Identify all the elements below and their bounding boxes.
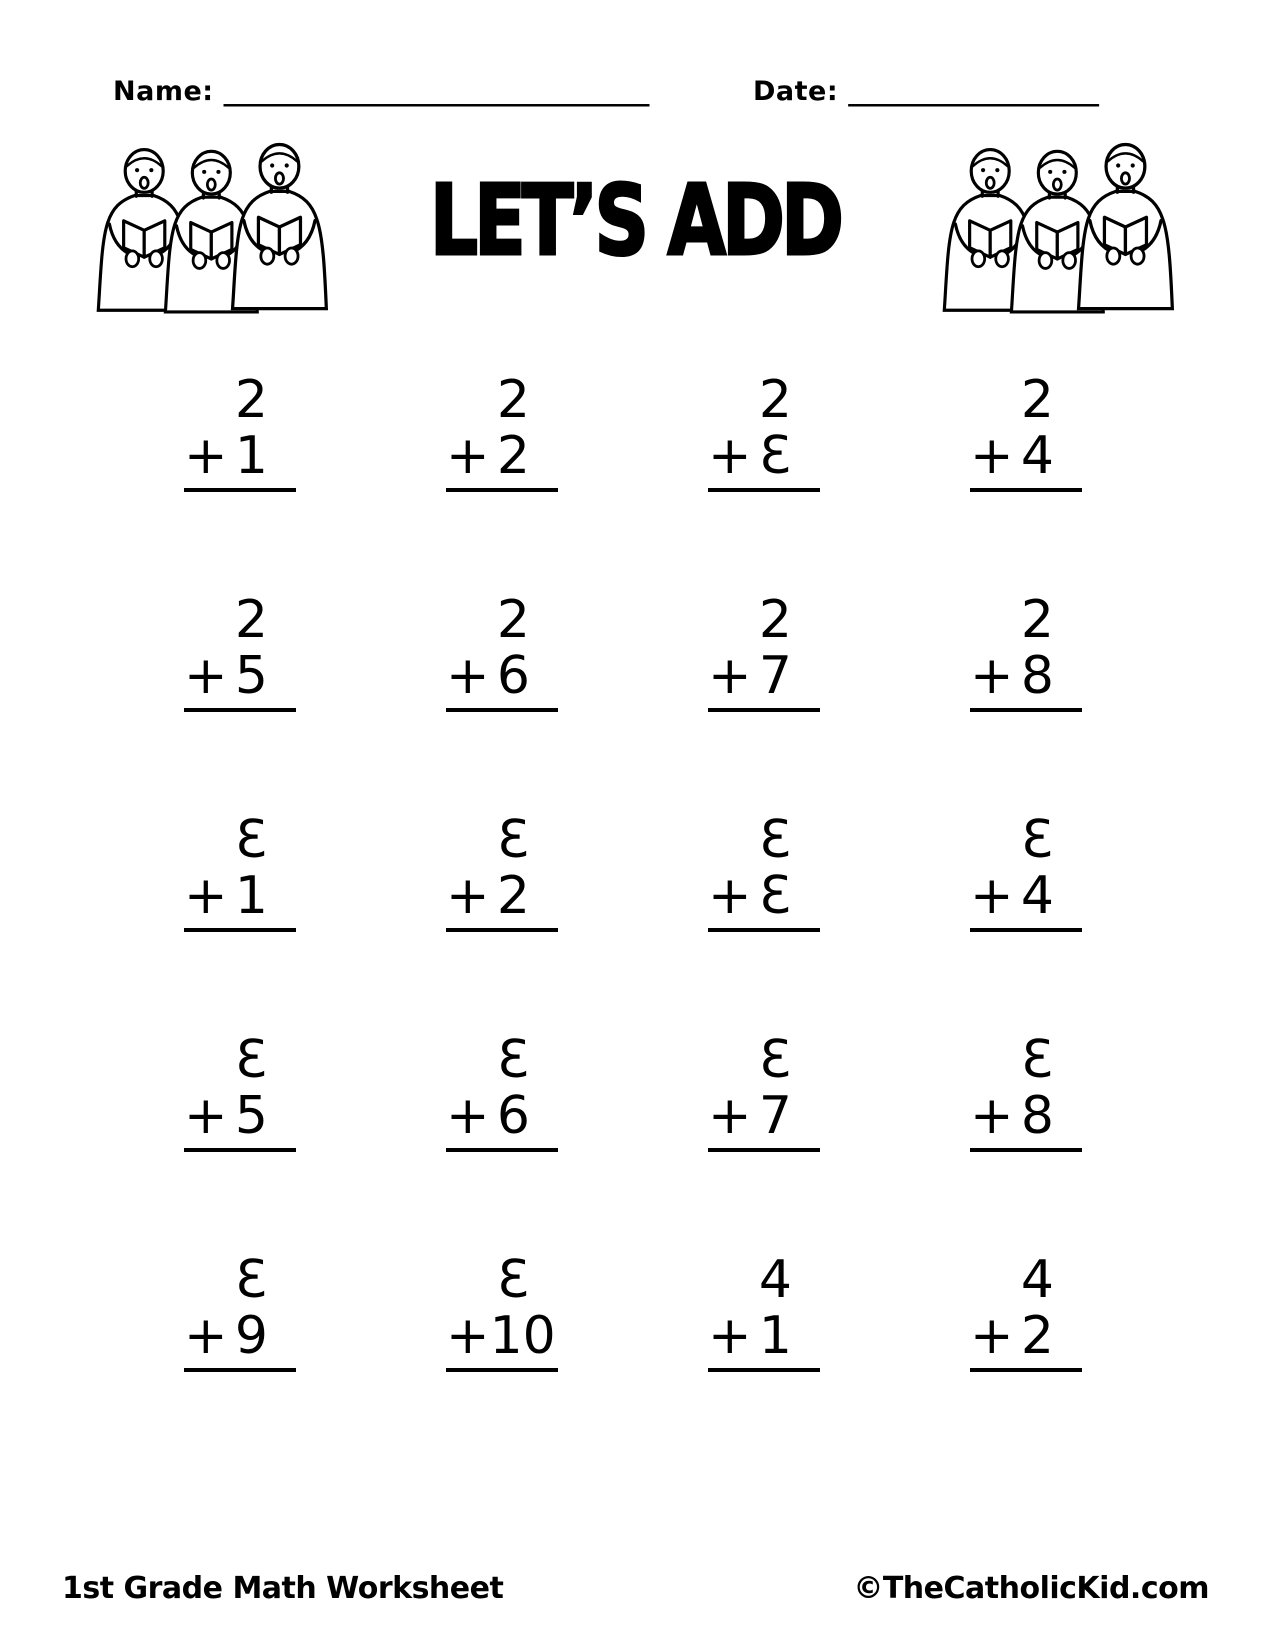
bottom-addend: 10 — [489, 1306, 556, 1366]
plus-operator: + — [708, 1086, 752, 1146]
bottom-addend: 5 — [234, 1086, 268, 1146]
addition-problem-1 — [184, 372, 296, 492]
bottom-addend: 9 — [234, 1306, 268, 1366]
problems-grid — [184, 372, 1082, 1372]
plus-operator: + — [970, 426, 1014, 486]
top-addend: 4 — [758, 1250, 792, 1310]
addition-problem-3 — [708, 372, 820, 492]
top-addend: 3 — [234, 1250, 268, 1310]
plus-operator: + — [184, 1306, 228, 1366]
bottom-addend: 4 — [1020, 426, 1054, 486]
top-addend: 3 — [758, 1030, 792, 1090]
bottom-addend: 8 — [1020, 1086, 1054, 1146]
top-addend: 2 — [234, 370, 268, 430]
bottom-addend: 3 — [758, 426, 792, 486]
addition-problem-16 — [970, 1032, 1082, 1152]
bottom-addend-row — [446, 1088, 558, 1152]
plus-operator: + — [184, 1086, 228, 1146]
bottom-addend: 1 — [758, 1306, 792, 1366]
addition-problem-13 — [184, 1032, 296, 1152]
bottom-addend-row — [970, 1308, 1082, 1372]
date-blank-line: ____________________ — [848, 76, 1099, 107]
plus-operator: + — [970, 1306, 1014, 1366]
plus-operator: + — [446, 1086, 490, 1146]
page-title: LET’S ADD — [429, 164, 841, 277]
plus-operator: + — [446, 866, 490, 926]
header-hero — [95, 128, 1175, 330]
bottom-addend: 2 — [496, 866, 530, 926]
bottom-addend-row — [970, 648, 1082, 712]
bottom-addend: 8 — [1020, 646, 1054, 706]
top-addend: 2 — [1020, 370, 1054, 430]
bottom-addend-row — [184, 428, 296, 492]
bottom-addend-row — [708, 1088, 820, 1152]
date-field — [753, 76, 1098, 107]
plus-operator: + — [446, 646, 490, 706]
bottom-addend-row — [708, 1308, 820, 1372]
date-label: Date: — [753, 76, 839, 107]
addition-problem-18 — [446, 1252, 558, 1372]
top-addend: 2 — [1020, 590, 1054, 650]
plus-operator: + — [970, 1086, 1014, 1146]
bottom-addend: 1 — [234, 866, 268, 926]
bottom-addend: 4 — [1020, 866, 1054, 926]
bottom-addend: 2 — [496, 426, 530, 486]
plus-operator: + — [184, 866, 228, 926]
name-field — [113, 76, 648, 107]
addition-problem-17 — [184, 1252, 296, 1372]
bottom-addend-row — [184, 1088, 296, 1152]
addition-problem-12 — [970, 812, 1082, 932]
footer — [62, 1571, 1209, 1606]
top-addend: 3 — [1020, 1030, 1054, 1090]
addition-problem-20 — [970, 1252, 1082, 1372]
addition-problem-7 — [708, 592, 820, 712]
top-addend: 3 — [1020, 810, 1054, 870]
bottom-addend-row — [970, 868, 1082, 932]
top-addend: 2 — [496, 370, 530, 430]
name-blank-line: __________________________________ — [223, 76, 649, 107]
bottom-addend-row — [446, 428, 558, 492]
addition-problem-8 — [970, 592, 1082, 712]
top-addend: 3 — [496, 1030, 530, 1090]
plus-operator: + — [970, 866, 1014, 926]
addition-problem-11 — [708, 812, 820, 932]
bottom-addend-row — [446, 868, 558, 932]
bottom-addend-row — [708, 648, 820, 712]
bottom-addend: 6 — [496, 646, 530, 706]
bottom-addend-row — [970, 1088, 1082, 1152]
plus-operator: + — [184, 646, 228, 706]
bottom-addend-row — [184, 868, 296, 932]
addition-problem-10 — [446, 812, 558, 932]
footer-worksheet-type: 1st Grade Math Worksheet — [62, 1571, 504, 1606]
addition-problem-19 — [708, 1252, 820, 1372]
title-wrap — [329, 128, 941, 277]
bottom-addend: 6 — [496, 1086, 530, 1146]
bottom-addend-row — [184, 1308, 296, 1372]
addition-problem-9 — [184, 812, 296, 932]
top-addend: 2 — [758, 370, 792, 430]
bottom-addend: 5 — [234, 646, 268, 706]
bottom-addend: 1 — [234, 426, 268, 486]
bottom-addend-row — [446, 648, 558, 712]
top-addend: 3 — [234, 1030, 268, 1090]
top-addend: 3 — [234, 810, 268, 870]
bottom-addend-row — [970, 428, 1082, 492]
top-addend: 3 — [496, 1250, 530, 1310]
plus-operator: + — [708, 646, 752, 706]
bottom-addend: 7 — [758, 646, 792, 706]
plus-operator: + — [708, 426, 752, 486]
top-addend: 3 — [496, 810, 530, 870]
addition-problem-5 — [184, 592, 296, 712]
bottom-addend-row — [708, 428, 820, 492]
addition-problem-2 — [446, 372, 558, 492]
bottom-addend-row — [184, 648, 296, 712]
bottom-addend: 7 — [758, 1086, 792, 1146]
footer-copyright: ©TheCatholicKid.com — [853, 1571, 1209, 1606]
plus-operator: + — [184, 426, 228, 486]
top-addend: 2 — [758, 590, 792, 650]
bottom-addend-row — [708, 868, 820, 932]
name-label: Name: — [113, 76, 214, 107]
top-addend: 4 — [1020, 1250, 1054, 1310]
bottom-addend: 2 — [1020, 1306, 1054, 1366]
top-addend: 3 — [758, 810, 792, 870]
bottom-addend: 3 — [758, 866, 792, 926]
addition-problem-4 — [970, 372, 1082, 492]
choir-singers-clipart-right — [941, 128, 1175, 330]
top-addend: 2 — [496, 590, 530, 650]
plus-operator: + — [708, 866, 752, 926]
plus-operator: + — [446, 426, 490, 486]
top-addend: 2 — [234, 590, 268, 650]
addition-problem-6 — [446, 592, 558, 712]
bottom-addend-row — [446, 1308, 558, 1372]
addition-problem-15 — [708, 1032, 820, 1152]
plus-operator: + — [446, 1306, 490, 1366]
plus-operator: + — [970, 646, 1014, 706]
choir-singers-clipart-left — [95, 128, 329, 330]
plus-operator: + — [708, 1306, 752, 1366]
addition-problem-14 — [446, 1032, 558, 1152]
